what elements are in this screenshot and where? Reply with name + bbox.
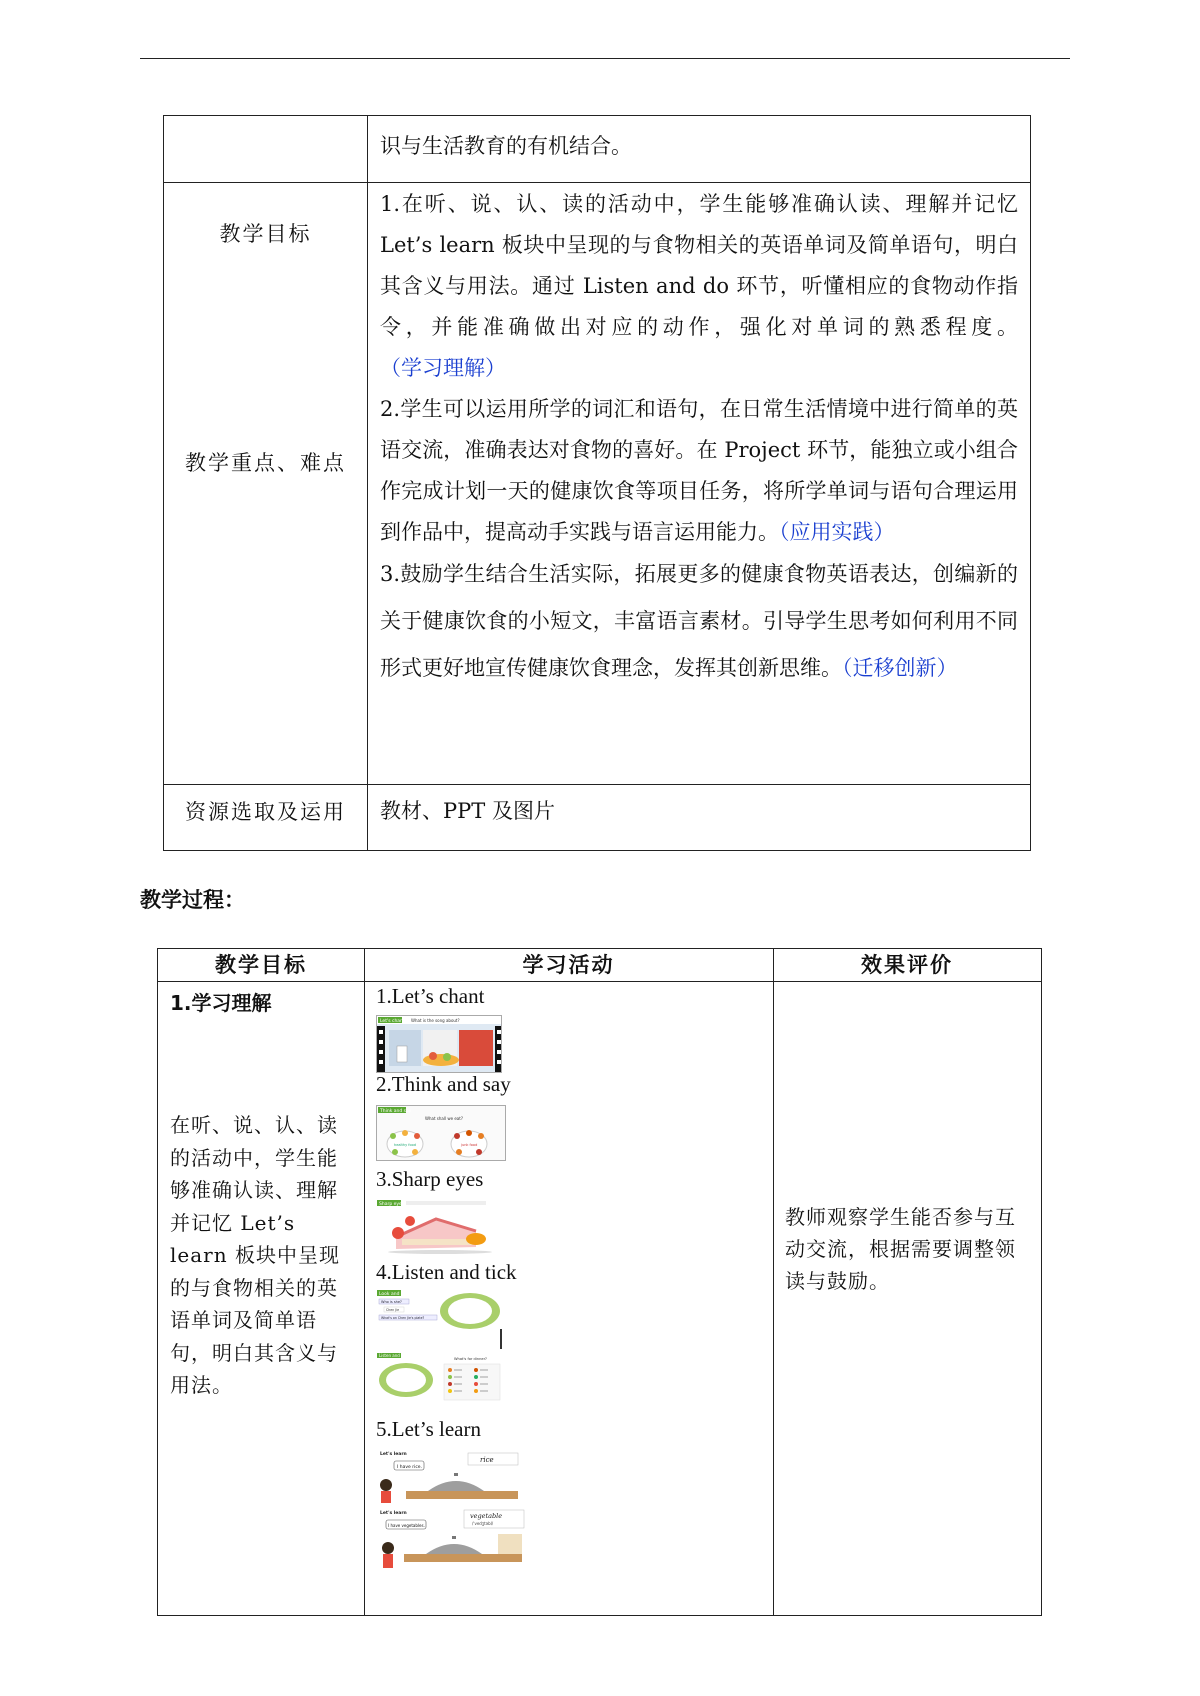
listen-and-tick-slide-image: [376, 1352, 504, 1402]
activity-think: 2.Think and say: [376, 1072, 511, 1096]
column-divider: [367, 116, 368, 850]
column-divider: [364, 949, 365, 1615]
svg-text:What's for dinner?: What's for dinner?: [454, 1357, 487, 1361]
svg-text:I have vegetables.: I have vegetables.: [388, 1523, 425, 1528]
activity-sharp-eyes: 3.Sharp eyes: [376, 1167, 484, 1191]
look-and-say-slide-image: [376, 1289, 504, 1349]
chant-slide-image: [376, 1015, 502, 1073]
header-goal: 教学目标: [215, 953, 307, 977]
label-objectives: 教学目标: [219, 222, 312, 246]
think-slide-image: [376, 1105, 506, 1161]
header-evaluation: 效果评价: [861, 953, 953, 977]
activity-lets-learn: 5.Let’s learn: [376, 1417, 481, 1441]
objectives-content: [380, 184, 1018, 692]
svg-text:Sharp eyes: Sharp eyes: [379, 1202, 405, 1207]
activity-listen-tick: 4.Listen and tick: [376, 1260, 517, 1284]
process-title: 教学过程：: [140, 888, 245, 912]
sharp-eyes-slide-image: [376, 1199, 504, 1255]
svg-text:junk food: junk food: [461, 1143, 478, 1147]
objective-3: 3.鼓励学生结合生活实际，拓展更多的健康食物英语表达，创编新的关于健康饮食的小短文，丰富语言素材。引导学生思考如何利用不同形式更好地宣传健康饮食理念，发挥其创新思维。（迁移创新）: [380, 562, 1018, 680]
column-divider: [773, 949, 774, 1615]
header-rule: [140, 58, 1070, 59]
objective-1: 1.在听、说、认、读的活动中，学生能够准确认读、理解并记忆 Let’s learn 板块中呈现的与食物相关的英语单词及简单语句，明白其含义与用法。通过 Listen and do 环节，听懂相应的食物动作指令，并能准确做出对应的动作，强化对单词的熟悉程度。（学习理解）: [380, 192, 1018, 380]
svg-text:healthy food: healthy food: [394, 1143, 416, 1147]
svg-text:Think and say: Think and say: [380, 1109, 412, 1114]
learn-rice-slide-image: [376, 1449, 524, 1505]
svg-text:Look and say: Look and say: [379, 1292, 409, 1297]
objective-3-tag: （迁移创新）: [842, 656, 958, 680]
svg-text:Let's learn: Let's learn: [380, 1511, 407, 1516]
resources-text: 教材、PPT 及图片: [380, 799, 555, 823]
header-divider: [158, 981, 1041, 982]
label-key-points: 教学重点、难点: [185, 451, 346, 475]
activity-chant: 1.Let’s chant: [376, 984, 485, 1008]
objective-2: 2.学生可以运用所学的词汇和语句，在日常生活情境中进行简单的英语交流，准确表达对食物的喜好。在 Project 环节，能独立或小组合作完成计划一天的健康饮食等项目任务，将所学单词与语句合理运用到作品中，提高动手实践与语言运用能力。（应用实践）: [380, 397, 1018, 544]
learn-vegetable-slide-image: [376, 1508, 528, 1570]
svg-text:What is the song about?: What is the song about?: [411, 1018, 460, 1023]
process-table: [157, 948, 1042, 1616]
objective-1-tag: （学习理解）: [380, 356, 506, 380]
svg-text:rice: rice: [480, 1456, 494, 1464]
svg-text:I have rice.: I have rice.: [397, 1465, 423, 1470]
svg-text:vegetable: vegetable: [470, 1512, 503, 1520]
objective-2-tag: （应用实践）: [779, 520, 895, 544]
row-divider: [164, 182, 1030, 183]
svg-text:Who is she?: Who is she?: [381, 1300, 402, 1304]
svg-text:Let's learn: Let's learn: [380, 1452, 407, 1457]
header-activity: 学习活动: [522, 953, 615, 977]
carryover-text: 识与生活教育的有机结合。: [380, 134, 632, 158]
label-resources: 资源选取及运用: [185, 800, 346, 824]
objectives-table: [163, 115, 1031, 851]
svg-text:Let's chant: Let's chant: [380, 1019, 405, 1024]
goal-text: 在听、说、认、读的活动中，学生能够准确认读、理解并记忆 Let’s learn 板块中呈现的与食物相关的英语单词及简单语句，明白其含义与用法。: [170, 1113, 340, 1397]
svg-text:What shall we eat?: What shall we eat?: [425, 1116, 463, 1121]
svg-text:Chen Jie: Chen Jie: [386, 1308, 400, 1312]
goal-title: 1.学习理解: [170, 991, 272, 1015]
svg-text:/ˈvedʒtəbl/: /ˈvedʒtəbl/: [472, 1521, 494, 1526]
svg-text:What's on Chen Jie's plate?: What's on Chen Jie's plate?: [381, 1316, 425, 1320]
evaluation-text: 教师观察学生能否参与互动交流，根据需要调整领读与鼓励。: [785, 1205, 1016, 1293]
row-divider: [164, 784, 1030, 785]
svg-text:Listen and tick: Listen and tick: [379, 1353, 409, 1358]
